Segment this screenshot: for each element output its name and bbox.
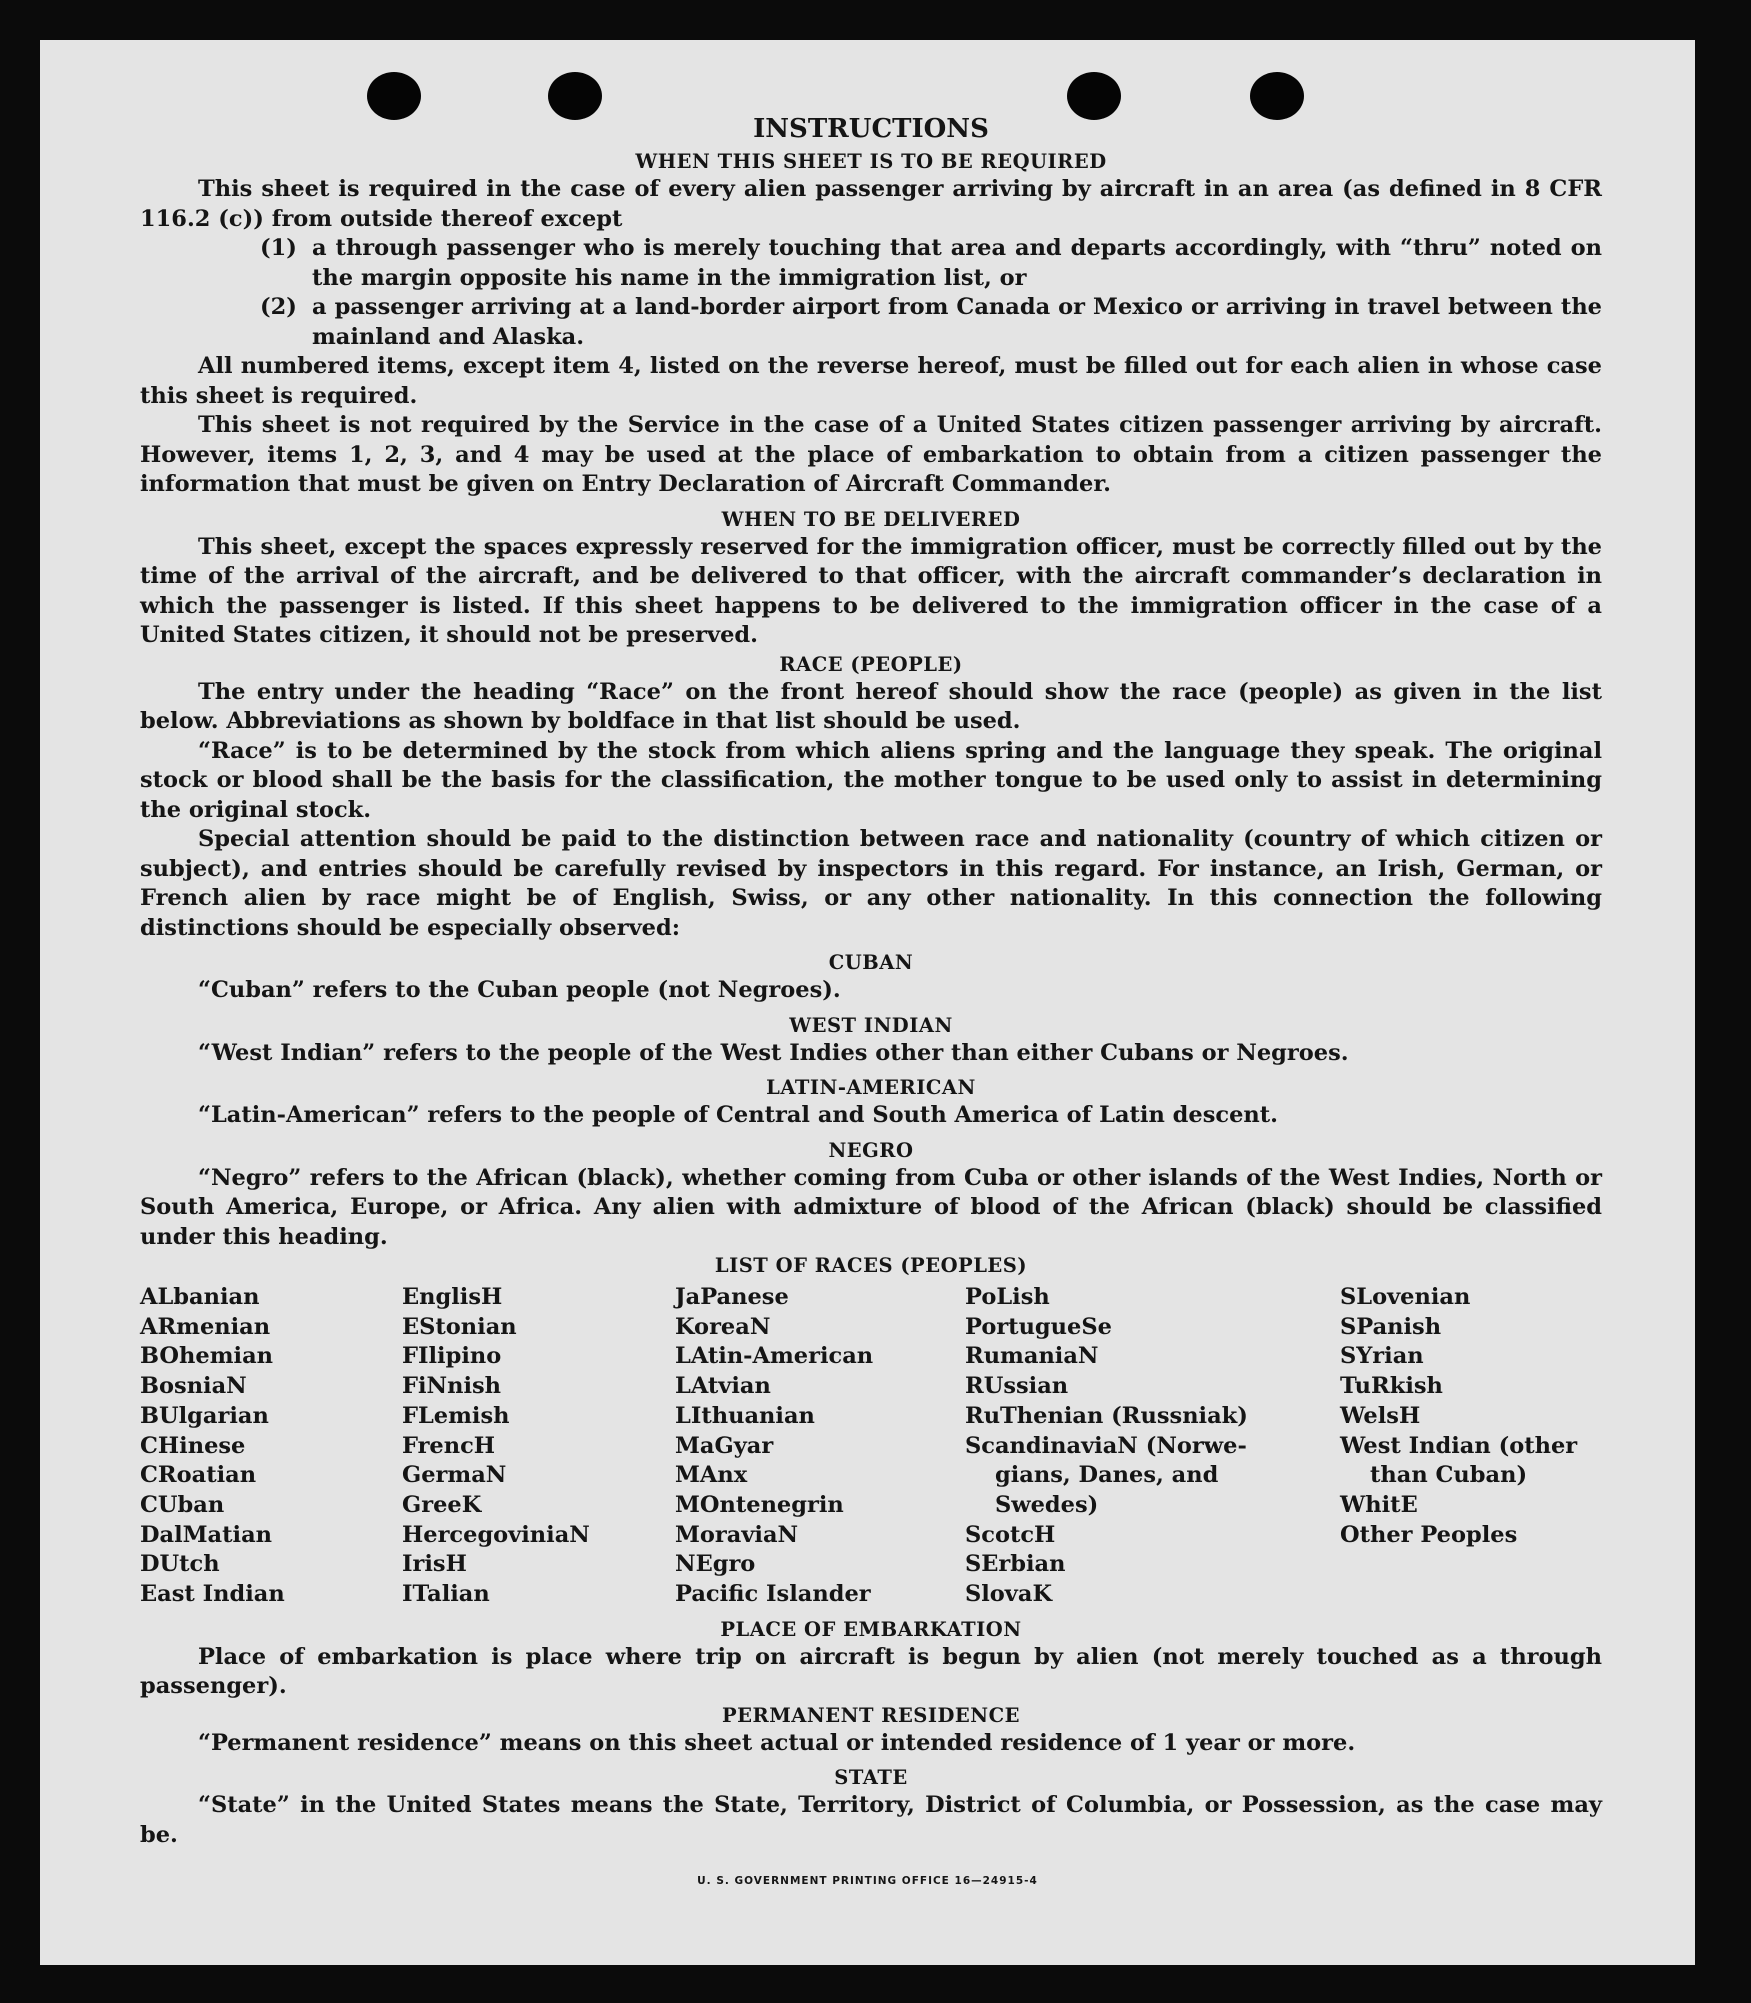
paragraph: This sheet is not required by the Service in the case of a United States citizen passenger arriving by aircraft. However, items 1, 2, 3, and 4 may be used at the place of embarkation to obtain from a citizen passenger the information that must be given on Entry Declaration of Aircraft Commander. (140, 412, 1602, 497)
paragraph: All numbered items, except item 4, listed on the reverse hereof, must be filled out for each alien in whose case this sheet is required. (140, 353, 1602, 409)
races-column (140, 1283, 402, 1610)
item-number: (1) (260, 235, 297, 261)
race-entry: FIlipino (402, 1343, 502, 1370)
heading-permanent-residence: PERMANENT RESIDENCE (721, 1703, 1020, 1727)
race-entry: LAtvian (675, 1373, 771, 1400)
race-entry: EStonian (402, 1313, 517, 1340)
race-entry: gians, Danes, and (995, 1462, 1219, 1489)
exception-item (260, 293, 1602, 352)
race-entry: MoraviaN (675, 1521, 799, 1548)
race-entry: SLovenian (1340, 1284, 1471, 1310)
race-entry: GermaN (402, 1462, 507, 1489)
race-entry: LIthuanian (675, 1402, 815, 1429)
race-entry: BosniaN (140, 1373, 247, 1400)
race-entry: PortugueSe (965, 1313, 1112, 1340)
race-entry: SlovaK (965, 1581, 1053, 1608)
paragraph: “West Indian” refers to the people of the West Indies other than either Cubans or Negroes. (198, 1039, 1349, 1066)
race-entry: SPanish (1340, 1313, 1442, 1340)
race-entry: than Cuban) (1370, 1462, 1528, 1489)
heading-west-indian: WEST INDIAN (789, 1013, 953, 1037)
race-entry: West Indian (other (1340, 1432, 1578, 1459)
document-sheet (40, 40, 1695, 1965)
paragraph: “Race” is to be determined by the stock from which aliens spring and the language they speak. The original stock or blood shall be the basis for the classification, the mother tongue to be used only to assist in determining the original stock. (140, 737, 1602, 823)
race-entry: CUban (140, 1491, 225, 1518)
paragraph: “Latin-American” refers to the people of Central and South America of Latin descent. (198, 1102, 1278, 1128)
paragraph: The entry under the heading “Race” on the front hereof should show the race (people) as given in the list below. Abbreviations as shown by boldface in that list should be used. (140, 678, 1602, 734)
race-entry: NEgro (675, 1551, 756, 1578)
race-entry: WelsH (1340, 1402, 1421, 1429)
race-entry: IrisH (402, 1551, 467, 1578)
paragraph: “Cuban” refers to the Cuban people (not Negroes). (198, 977, 841, 1003)
races-list (140, 1283, 1602, 1610)
race-entry: DUtch (140, 1551, 220, 1578)
races-column (675, 1283, 965, 1610)
race-entry: HercegoviniaN (402, 1521, 590, 1548)
heading-place-of-embarkation: PLACE OF EMBARKATION (720, 1617, 1022, 1641)
race-entry: DalMatian (140, 1521, 273, 1548)
instructions-content (140, 112, 1602, 1850)
race-entry: RUssian (965, 1373, 1069, 1400)
heading-race: RACE (PEOPLE) (779, 652, 963, 676)
heading-latin-american: LATIN-AMERICAN (766, 1076, 976, 1099)
races-column (965, 1283, 1340, 1610)
heading-cuban: CUBAN (828, 951, 914, 974)
page-title: INSTRUCTIONS (753, 114, 989, 144)
race-entry: ScandinaviaN (Norwe- (965, 1432, 1247, 1459)
race-entry: MAnx (675, 1462, 748, 1489)
heading-list-of-races: LIST OF RACES (PEOPLES) (714, 1254, 1028, 1277)
race-entry: KoreaN (675, 1313, 771, 1340)
race-entry: MaGyar (675, 1432, 774, 1459)
race-entry: CHinese (140, 1432, 246, 1459)
printing-office-footer: U. S. GOVERNMENT PRINTING OFFICE 16—24915-4 (697, 1875, 1038, 1887)
race-entry: EnglisH (402, 1284, 503, 1310)
race-entry: FiNnish (402, 1373, 502, 1400)
race-entry: CRoatian (140, 1462, 257, 1489)
race-entry: WhitE (1340, 1491, 1418, 1518)
race-entry: LAtin-American (675, 1343, 874, 1370)
paragraph: This sheet is required in the case of every alien passenger arriving by aircraft in an area (as defined in 8 CFR 116.2 (c)) from outside thereof except (140, 176, 1602, 232)
paragraph: “Permanent residence” means on this sheet actual or intended residence of 1 year or more. (198, 1729, 1356, 1756)
item-number: (2) (260, 294, 297, 320)
race-entry: East Indian (140, 1581, 285, 1608)
item-text: a through passenger who is merely touching that area and departs accordingly, with “thru” noted on the margin opposite his name in the immigration list, or (312, 235, 1602, 291)
paragraph: Place of embarkation is place where trip on aircraft is begun by alien (not merely touched as a through passenger). (140, 1643, 1602, 1700)
race-entry: ScotcH (965, 1521, 1056, 1548)
paragraph: “State” in the United States means the State, Territory, District of Columbia, or Possession, as the case may be. (140, 1792, 1602, 1848)
race-entry: Other Peoples (1340, 1521, 1518, 1548)
race-entry: GreeK (402, 1491, 482, 1518)
heading-when-delivered: WHEN TO BE DELIVERED (721, 507, 1021, 531)
race-entry: RumaniaN (965, 1343, 1099, 1370)
race-entry: PoLish (965, 1284, 1050, 1310)
race-entry: ITalian (402, 1581, 490, 1608)
race-entry: ARmenian (140, 1313, 271, 1340)
race-entry: MOntenegrin (675, 1491, 844, 1518)
race-entry: ALbanian (140, 1284, 260, 1310)
race-entry: FrencH (402, 1432, 496, 1459)
race-entry: TuRkish (1340, 1373, 1443, 1400)
race-entry: FLemish (402, 1402, 510, 1429)
heading-state: STATE (834, 1766, 908, 1790)
paragraph: Special attention should be paid to the distinction between race and nationality (country of which citizen or subject), and entries should be carefully revised by inspectors in this regard. For instance, an Irish, German, or French alien by race might be of English, Swiss, or any other nationality. In this connection the following distinctions should be especially observed: (140, 826, 1602, 941)
item-text: a passenger arriving at a land-border airport from Canada or Mexico or arriving in travel between the mainland and Alaska. (312, 294, 1602, 350)
races-column (1340, 1283, 1602, 1610)
paragraph: “Negro” refers to the African (black), whether coming from Cuba or other islands of the West Indies, North or South America, Europe, or Africa. Any alien with admixture of blood of the African (black) should be classified under this heading. (140, 1164, 1602, 1250)
paragraph: This sheet, except the spaces expressly reserved for the immigration officer, must be correctly filled out by the time of the arrival of the aircraft, and be delivered to that officer, with the aircraft commander’s declaration in which the passenger is listed. If this sheet happens to be delivered to the immigration officer in the case of a United States citizen, it should not be preserved. (140, 533, 1602, 648)
races-column (402, 1283, 675, 1610)
race-entry: RuThenian (Russniak) (965, 1402, 1248, 1429)
race-entry: SErbian (965, 1551, 1066, 1578)
exception-item (260, 234, 1602, 293)
race-entry: Pacific Islander (675, 1581, 871, 1608)
race-entry: BUlgarian (140, 1402, 269, 1429)
race-entry: SYrian (1340, 1343, 1424, 1370)
heading-negro: NEGRO (828, 1138, 914, 1162)
race-entry: JaPanese (675, 1284, 789, 1310)
race-entry: Swedes) (995, 1491, 1099, 1518)
race-entry: BOhemian (140, 1343, 274, 1370)
heading-when-required: WHEN THIS SHEET IS TO BE REQUIRED (635, 150, 1107, 173)
